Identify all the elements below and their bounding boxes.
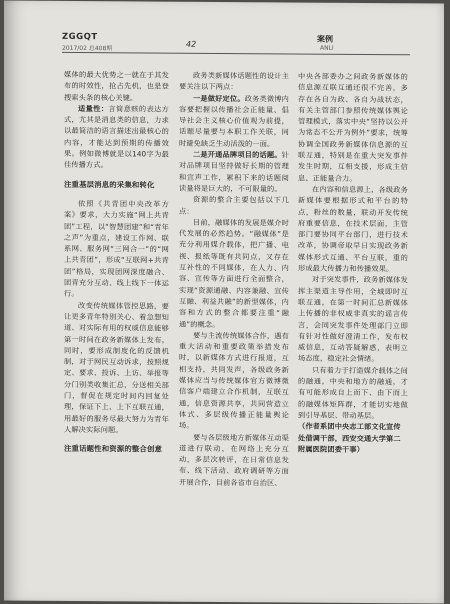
subheading: 注重基层消息的采集和转化 [64,179,155,190]
paragraph: 改变传统媒体管控思路，要让更多青年特别关心、着急想知道、对实际有用的权威信息能够第一时间在政务新媒体上发布。同时，要形成制度化的反馈机制，对于网民互动诉求，按照规定、要求、投诉、上访、举报等分门别类收集汇总，分送相关部门，督促在规定时间内回复处理，保证下上、上下互联互通，用最好的服务尽最大努力为青年人解决实际问题。 [64,300,169,435]
paragraph: 在内容和信息源上，各级政务新媒体要根据形式和平台的特点，粉丝的数量，联动开发传统府重要信息，在技术层面，主管部门要协同平台部门，进行技术改革，协调帝取早日实现政务新媒体形式互通、平台互联，重的形成最大传播力和传播效果。 [298,184,408,274]
paragraph: 要与主流传统媒体合作，遇有重大活动和重要政策举措发布时，以新媒体方式进行报道，互相支持，共同发声，各级政务新媒体应当与传统媒体官方微博微信客户端建立合作机制，互联互通，信息资源共享，共同营造立体式、多层级传播正能量舆论场。 [179,330,289,430]
column-3 [298,71,408,456]
paragraph-text: 政务类微博内容要把握以传播社会正能量、倡导社会主义核心价值观为前提，话题尽量要与本职工作关联，同时避免缺乏生动活泼的一面。 [179,93,289,149]
magazine-page [4,0,444,603]
paragraph-text: 针对品牌项目坚持做好长期的管理和宣声工作，累积下来的话题阅读量将是巨大的，不可限量的。 [179,150,289,194]
author-note: （作者系团中央志工部文化宣传处借调干部，西安交通大学第二附属医院团委干事） [298,421,401,454]
paragraph: 要与各层级地方新媒体互动渠道进行联动，在网络上充分互动，多层次转评，在日常信息发布、线下活动、政府调研等方面开展合作，目前各省市自治区、 [179,432,289,488]
paragraph-label: 二是开通品牌项目的话题。 [193,149,282,160]
paragraph [179,92,289,149]
section-title: 案例 [317,34,333,44]
column-2 [179,70,289,489]
subheading: 注重话题性和资源的整合创意 [64,444,163,454]
paragraph: 只有着力于打造媒介载体之间的融通，中央和地方的融通，才有可能形成自上而下、由下而上的融媒体矩阵群，才能切实地做到引导基层、带动基层。 [298,365,408,420]
magazine-logo: ZGGQT [62,31,98,43]
column-1 [64,69,169,463]
header-rule [62,52,410,55]
paragraph [64,103,169,172]
page-number: 42 [186,39,197,49]
paragraph-label: 一是做好定位。 [193,93,245,103]
paragraph: 政务类新媒体话题性的设计主要关注以下两点： [179,70,289,92]
section-title-en: ANLI [320,44,334,52]
issue-info: 2017/02 总408期 [62,44,113,53]
paragraph: 媒体的最大优势之一就在于其发布的时效性，抢占先机，也是登搜索头条的核心关键。 [64,69,169,102]
paragraph: 对于突发事件，政务新媒体发挥主渠道主导作用，全城即时互联互通，在第一时间汇总新媒体上传播的非权威非真实的谣言传言，会同突发事件处理部门立即有针对性做好澄清工作，发布权威信息，互动答疑解惑，表明立场态度，稳定社会情绪。 [298,274,408,364]
paragraph: 目前，融媒体的发展是媒介时代发展的必然趋势。“融媒体”是充分利用媒介载体，把广播、电视、报纸等既有共同点，又存在互补性的不同媒体，在人力、内容、宣传等方面进行全面整合，实现“资源通融、内容兼融、宣传互融、利益共融”的新型媒体，内容和方式的整合都要注重“融通”的概念。 [179,217,289,329]
paragraph [179,149,289,195]
paragraph: 依照《共青团中央改革方案》要求，大力实施“网上共青团”工程，以“智慧团建”和“青年之声”为重点，建设工作网、联系网、服务网“三网合一”的“网上共青团”，形成“互联网+共青团”格局，实现团网深度融合、团青充分互动、线上线下一体运行。 [64,198,169,299]
paragraph-label: 适量性： [78,103,109,114]
paragraph-text: 言简意赅的表达方式，尤其是消息类的信息，力求以最简洁的语言描述出最核心的内容，才能达到预期的传播效果。例如微博就是以140字为最佳传播方式。 [64,104,169,170]
paragraph: 资源的整合主要包括以下几点： [179,195,289,216]
paragraph: 中央各部委办之间政务新媒体的信息源互联互通还很不完善，多存在各自为政、各自为战状态，有关主管部门参照传统媒体舆论管理模式，落实中央“坚持以公开为常态不公开为例外”要求，统筹协调全国政务新媒体信息源的互联互通，特别是在重大突发事件发生时期，互相支援，形成主信息、正能量合力。 [298,71,408,183]
